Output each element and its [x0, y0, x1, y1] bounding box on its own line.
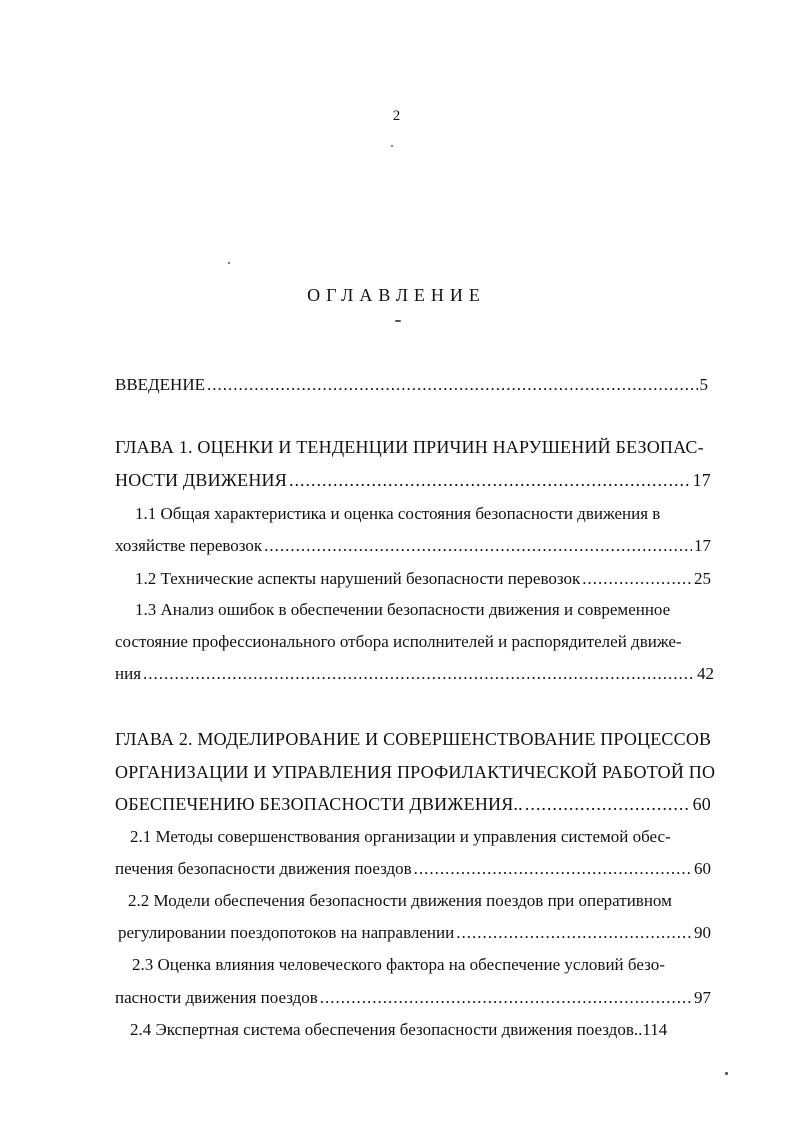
leader-dots: [320, 986, 692, 1010]
toc-section-2-3-line1: [132, 953, 737, 977]
toc-chapter-2-line1: [115, 727, 745, 751]
toc-entry-intro: [115, 373, 708, 397]
scan-speck: [391, 145, 393, 147]
leader-dots: [414, 857, 692, 881]
toc-page: 25: [694, 569, 711, 588]
toc-section-2-2-line1: [128, 889, 733, 913]
toc-section-1-1-line2: [115, 534, 711, 558]
scan-speck: [395, 320, 401, 322]
toc-label: пасности движения поездов: [115, 988, 318, 1007]
toc-chapter-2-line2: [115, 760, 745, 784]
toc-label: состояние профессионального отбора исполнителей и распорядителей движе-: [115, 632, 682, 651]
leader-dots: [143, 662, 695, 686]
leader-dots: [582, 567, 692, 591]
toc-page: 5: [699, 375, 708, 394]
toc-section-1-2: [135, 567, 711, 591]
toc-label: 1.1 Общая характеристика и оценка состояния безопасности движения в: [135, 504, 661, 523]
toc-label: 1.2 Технические аспекты нарушений безопасности перевозок: [135, 569, 581, 588]
toc-section-2-3-line2: [115, 986, 711, 1010]
leader-dots: [525, 792, 691, 816]
leader-dots: [264, 534, 692, 558]
toc-label: 1.3 Анализ ошибок в обеспечении безопасности движения и современное: [135, 600, 671, 619]
toc-page: 114: [642, 1020, 668, 1039]
toc-page: 17: [692, 470, 711, 490]
toc-label: хозяйстве перевозок: [115, 536, 263, 555]
toc-label: 2.3 Оценка влияния человеческого фактора на обеспечение условий безо-: [132, 955, 665, 974]
toc-chapter-1-line1: [115, 435, 740, 459]
toc-page: 17: [694, 536, 711, 555]
leader-dots: [289, 468, 691, 492]
toc-chapter-2-line3: [115, 792, 711, 816]
toc-page: 90: [694, 923, 711, 942]
scan-speck: [725, 1072, 728, 1075]
toc-label: ВВЕДЕНИЕ: [115, 375, 205, 394]
toc-label: ОБЕСПЕЧЕНИЮ БЕЗОПАСНОСТИ ДВИЖЕНИЯ..: [115, 794, 523, 814]
toc-section-2-4: [130, 1018, 730, 1042]
toc-section-1-3-line3: [115, 662, 714, 686]
toc-section-1-1-line1: [135, 502, 725, 526]
leader-dots: [456, 921, 692, 945]
scan-speck: [228, 262, 230, 264]
toc-label: 2.1 Методы совершенствования организации и управления системой обес-: [130, 827, 671, 846]
toc-section-1-3-line2: [115, 630, 735, 654]
page-number: 2: [392, 108, 401, 124]
toc-section-1-3-line1: [135, 598, 735, 622]
toc-label: 2.2 Модели обеспечения безопасности движения поездов при оперативном: [128, 891, 672, 910]
toc-section-2-2-line2: [118, 921, 711, 945]
toc-chapter-heading: ГЛАВА 1. ОЦЕНКИ И ТЕНДЕНЦИИ ПРИЧИН НАРУШЕНИЙ БЕЗОПАС-: [115, 437, 704, 457]
toc-label: регулировании поездопотоков на направлении: [118, 923, 455, 942]
toc-label: печения безопасности движения поездов: [115, 859, 412, 878]
toc-section-2-1-line1: [130, 825, 730, 849]
toc-chapter-heading: ОРГАНИЗАЦИИ И УПРАВЛЕНИЯ ПРОФИЛАКТИЧЕСКОЙ РАБОТОЙ ПО: [115, 762, 716, 782]
toc-label: 2.4 Экспертная система обеспечения безопасности движения поездов..: [130, 1020, 643, 1039]
toc-page: 60: [692, 794, 711, 814]
toc-page: 60: [694, 859, 711, 878]
toc-section-2-1-line2: [115, 857, 711, 881]
leader-dots: [207, 373, 698, 397]
toc-chapter-1-line2: [115, 468, 711, 492]
toc-page: 97: [694, 988, 711, 1007]
page-title: ОГЛАВЛЕНИЕ: [307, 285, 486, 305]
toc-page: 42: [697, 664, 714, 683]
toc-label: ния: [115, 664, 142, 683]
toc-label: НОСТИ ДВИЖЕНИЯ: [115, 470, 287, 490]
toc-chapter-heading: ГЛАВА 2. МОДЕЛИРОВАНИЕ И СОВЕРШЕНСТВОВАНИЕ ПРОЦЕССОВ: [115, 729, 712, 749]
